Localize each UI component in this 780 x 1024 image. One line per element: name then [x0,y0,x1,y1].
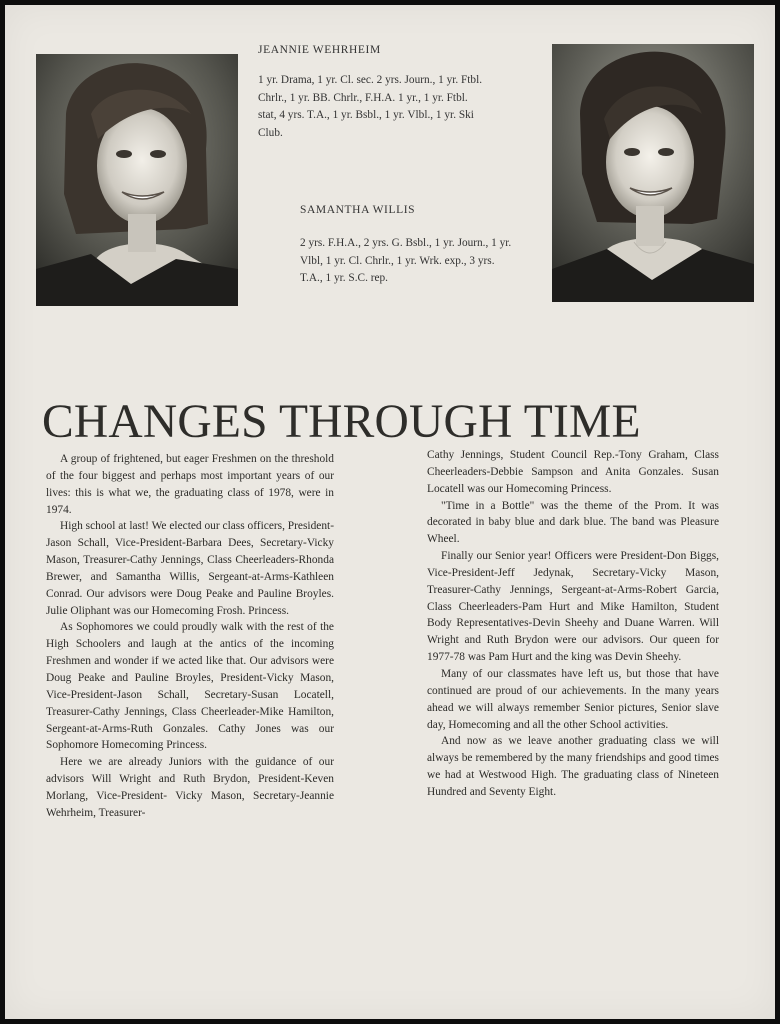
article-paragraph: Here we are already Juniors with the guidance of our advisors Will Wright and Ruth Brydon, President-Keven Morlang, Vice-President- Vicky Mason, Secretary-Jeannie Wehrheim, Treasurer- [46,756,334,819]
article-paragraph: "Time in a Bottle" was the theme of the Prom. It was decorated in baby blue and dark blue. The band was Pleasure Wheel. [427,499,719,546]
article-paragraph: High school at last! We elected our class officers, President-Jason Schall, Vice-President-Barbara Dees, Secretary-Vicky Mason, Treasurer-Cathy Jennings, Class Cheerleaders-Rhonda Brewer, and Samantha Willis, Sergeant-at-Arms-Kathleen Conrad. Our advisors were Doug Peake and Pauline Broyles. Julie Oliphant was our Homecoming Frosh. Princess. [46,520,334,617]
portrait-image-right [552,44,754,302]
portrait-photo-left [36,54,238,306]
page-headline: CHANGES THROUGH TIME [42,395,641,448]
article-paragraph: Many of our classmates have left us, but those that have continued are proud of our achievements. In the many years ahead we will always remember Senior pictures, Senior slave day, Homecoming and all the other School activities. [427,667,719,731]
senior-activities: 1 yr. Drama, 1 yr. Cl. sec. 2 yrs. Journ., 1 yr. Ftbl. Chrlr., 1 yr. BB. Chrlr., F.H.A. 1 yr., 1 yr. Ftbl. stat, 4 yrs. T.A., 1 yr. Bsbl., 1 yr. Vlbl., 1 yr. Ski Club. [258,74,483,139]
article-paragraph: Cathy Jennings, Student Council Rep.-Tony Graham, Class Cheerleaders-Debbie Sampson and Anita Gonzales. Susan Locatell was our Homecoming Princess. [427,449,719,495]
article-paragraph: A group of frightened, but eager Freshmen on the threshold of the four biggest and perhaps most important years of our lives: this is what we, the graduating class of 1978, were in 1974. [46,453,334,516]
yearbook-page [5,5,775,1019]
portrait-image-left [36,54,238,306]
article-column-left [46,451,334,822]
article-column-right [427,447,719,801]
senior-name: SAMANTHA WILLIS [300,204,416,216]
article-paragraph: As Sophomores we could proudly walk with the rest of the High Schoolers and laugh at the antics of the incoming Freshmen and wonder if we acted like that. Our advisors were Doug Peake and Pauline Broyles, President-Vicky Mason, Vice-President-Jason Schall, Secretary-Susan Locatell, Treasurer-Cathy Jennings, Class Cheerleader-Mike Hamilton, Sergeant-at-Arms-Ruth Gonzales. Cathy Jones was our Sophomore Homecoming Princess. [46,621,334,752]
article-paragraph: Finally our Senior year! Officers were President-Don Biggs, Vice-President-Jeff Jedynak, Secretary-Vicky Mason, Treasurer-Cathy Jennings, Sergeant-at-Arms-Robert Garcia, Class Cheerleaders-Pam Hurt and Mike Hamilton, Student Body Representatives-Devin Sheehy and Duane Warren. Will Wright and Ruth Brydon were our advisors. Our queen for 1977-78 was Pam Hurt and the king was Devin Sheehy. [427,550,719,664]
portrait-photo-right [552,44,754,302]
article-paragraph: And now as we leave another graduating class we will always be remembered by the many friendships and good times we had at Westwood High. The graduating class of Nineteen Hundred and Seventy Eight. [427,735,719,798]
senior-name: JEANNIE WEHRHEIM [258,44,381,56]
senior-activities: 2 yrs. F.H.A., 2 yrs. G. Bsbl., 1 yr. Journ., 1 yr. Vlbl, 1 yr. Cl. Chrlr., 1 yr. Wrk. exp., 3 yrs. T.A., 1 yr. S.C. rep. [300,237,512,284]
